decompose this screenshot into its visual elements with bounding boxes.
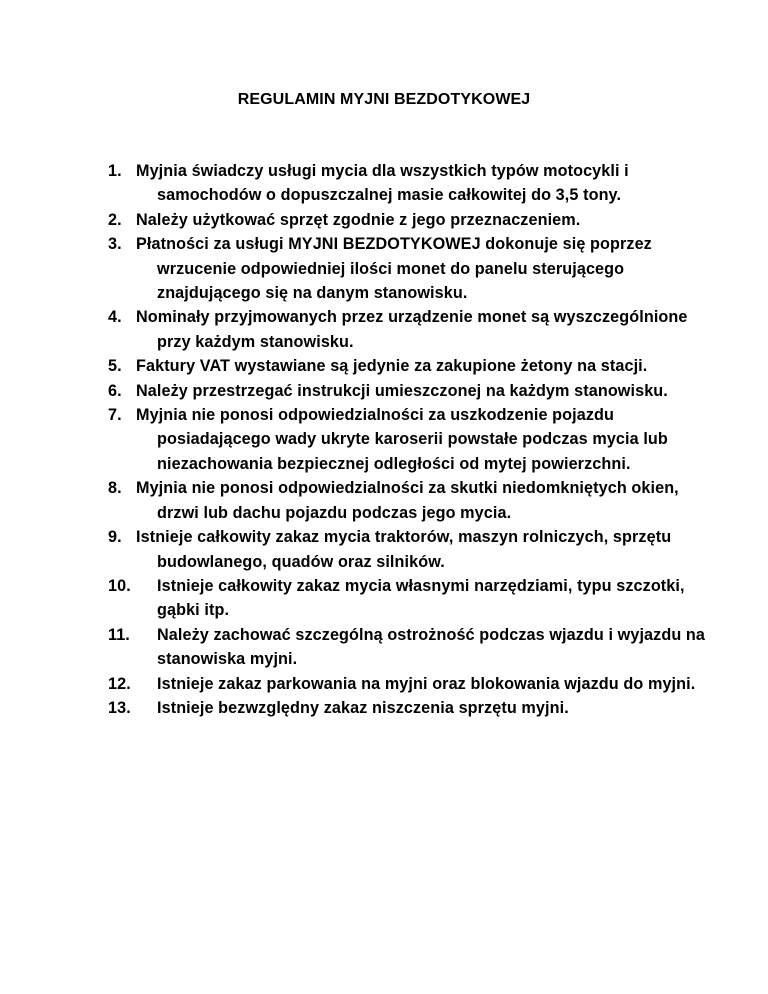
rule-text: Należy użytkować sprzęt zgodnie z jego przeznaczeniem.	[136, 210, 581, 229]
rule-number: 10.	[108, 576, 131, 595]
rule-text: Płatności za usługi MYJNI BEZDOTYKOWEJ dokonuje się poprzez wrzucenie odpowiedniej ilości monet do panelu sterującego znajdującego się na danym stanowisku.	[136, 235, 652, 303]
rule-number: 11.	[108, 625, 130, 644]
rule-number: 7.	[108, 406, 122, 425]
document-title: REGULAMIN MYJNI BEZDOTYKOWEJ	[237, 91, 531, 108]
rule-item	[108, 525, 708, 574]
rule-text: Istnieje bezwzględny zakaz niszczenia sprzętu myjni.	[157, 698, 569, 717]
rule-number: 13.	[108, 698, 131, 717]
rule-text: Istnieje całkowity zakaz mycia własnymi narzędziami, typu szczotki, gąbki itp.	[157, 576, 685, 620]
rule-number: 8.	[108, 479, 122, 498]
rule-text: Myjnia świadczy usługi mycia dla wszystkich typów motocykli i samochodów o dopuszczalnej masie całkowitej do 3,5 tony.	[136, 162, 629, 205]
rule-number: 5.	[108, 357, 122, 376]
rule-number: 9.	[108, 528, 122, 547]
rule-number: 2.	[108, 210, 122, 229]
rule-text: Nominały przyjmowanych przez urządzenie monet są wyszczególnione przy każdym stanowisku.	[136, 308, 688, 351]
rule-text: Myjnia nie ponosi odpowiedzialności za skutki niedomkniętych okien, drzwi lub dachu pojazdu podczas jego mycia.	[136, 479, 679, 522]
rule-item	[108, 305, 708, 354]
rule-text: Istnieje zakaz parkowania na myjni oraz blokowania wjazdu do myjni.	[157, 674, 696, 693]
rules-list	[108, 159, 708, 720]
rule-item	[108, 403, 708, 476]
rule-item	[108, 354, 708, 378]
rule-item	[108, 574, 708, 623]
rule-text: Istnieje całkowity zakaz mycia traktorów, maszyn rolniczych, sprzętu budowlanego, quadów oraz silników.	[136, 528, 672, 571]
rule-item	[108, 159, 708, 208]
rule-item	[108, 379, 708, 403]
rule-number: 1.	[108, 162, 122, 180]
rule-item	[108, 623, 708, 672]
rule-number: 3.	[108, 235, 122, 254]
rule-item	[108, 672, 708, 696]
rule-number: 6.	[108, 381, 122, 400]
rule-text: Należy przestrzegać instrukcji umieszczonej na każdym stanowisku.	[136, 381, 668, 400]
rule-item	[108, 696, 708, 720]
rule-text: Należy zachować szczególną ostrożność podczas wjazdu i wyjazdu na stanowiska myjni.	[157, 625, 706, 669]
rule-text: Faktury VAT wystawiane są jedynie za zakupione żetony na stacji.	[136, 357, 648, 376]
rule-text: Myjnia nie ponosi odpowiedzialności za uszkodzenie pojazdu posiadającego wady ukryte karoserii powstałe podczas mycia lub niezachowania bezpiecznej odległości od mytej powierzchni.	[136, 406, 668, 473]
rule-item	[108, 476, 708, 525]
rule-number: 12.	[108, 674, 131, 693]
rule-item	[108, 208, 708, 232]
rule-item	[108, 232, 708, 305]
rule-number: 4.	[108, 308, 122, 327]
